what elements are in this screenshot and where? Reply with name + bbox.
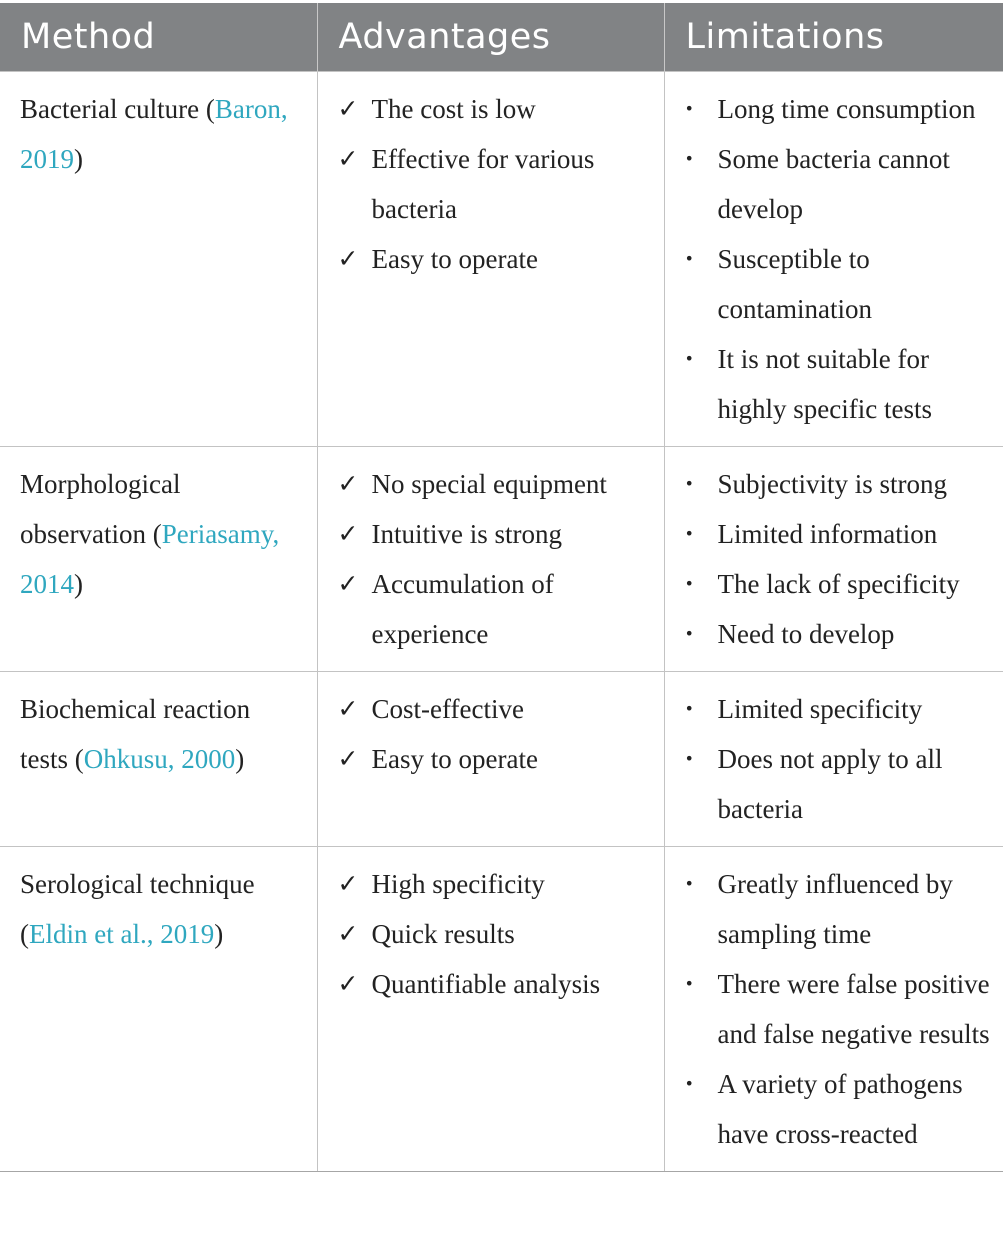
- limitation-item: • Subjectivity is strong: [685, 459, 992, 509]
- bullet-icon: •: [684, 1074, 694, 1093]
- bullet-icon: •: [684, 574, 694, 593]
- advantage-item: ✓ Accumulation of experience: [338, 559, 652, 659]
- limitations-cell: [664, 447, 1003, 672]
- advantage-item: ✓ Effective for various bacteria: [338, 134, 652, 234]
- limitation-item: • Susceptible to contamination: [685, 234, 992, 334]
- check-icon: ✓: [337, 519, 359, 548]
- citation-link[interactable]: Baron, 2019: [20, 94, 288, 174]
- advantage-item: ✓ Quick results: [338, 909, 652, 959]
- check-icon: ✓: [337, 744, 359, 773]
- advantages-cell: [317, 847, 664, 1172]
- method-cell: Morphological observation (Periasamy, 2014): [0, 447, 317, 672]
- advantage-item: ✓ Intuitive is strong: [338, 509, 652, 559]
- method-cell: Biochemical reaction tests (Ohkusu, 2000): [0, 672, 317, 847]
- advantages-cell: [317, 447, 664, 672]
- method-name: Bacterial culture: [20, 94, 200, 124]
- advantage-item: ✓ Cost-effective: [338, 684, 652, 734]
- bullet-icon: •: [684, 99, 694, 118]
- limitation-item: • Long time consumption: [685, 84, 992, 134]
- method-name: Biochemical reaction tests: [20, 694, 251, 774]
- check-icon: ✓: [337, 969, 359, 998]
- limitations-cell: [664, 672, 1003, 847]
- check-icon: ✓: [337, 919, 359, 948]
- advantage-item: ✓ Quantifiable analysis: [338, 959, 652, 1009]
- header-advantages: Advantages: [317, 3, 664, 72]
- method-name: Serological technique: [20, 869, 255, 899]
- bullet-icon: •: [684, 474, 694, 493]
- limitation-item: • Some bacteria cannot develop: [685, 134, 992, 234]
- bullet-icon: •: [684, 149, 694, 168]
- header-method: Method: [0, 3, 317, 72]
- citation-link[interactable]: Eldin et al., 2019: [29, 919, 215, 949]
- method-cell: Bacterial culture (Baron, 2019): [0, 72, 317, 447]
- bullet-icon: •: [684, 974, 694, 993]
- advantages-cell: [317, 672, 664, 847]
- bullet-icon: •: [684, 749, 694, 768]
- advantage-item: ✓ High specificity: [338, 859, 652, 909]
- limitation-item: • Limited information: [685, 509, 992, 559]
- table-row: [0, 447, 1003, 672]
- bullet-icon: •: [684, 699, 694, 718]
- bullet-icon: •: [684, 524, 694, 543]
- table-row: [0, 847, 1003, 1172]
- table-row: [0, 72, 1003, 447]
- methods-comparison-table: [0, 3, 1003, 1172]
- method-cell: Serological technique (Eldin et al., 2019): [0, 847, 317, 1172]
- bullet-icon: •: [684, 624, 694, 643]
- citation-link[interactable]: Periasamy, 2014: [20, 519, 280, 599]
- advantage-item: ✓ The cost is low: [338, 84, 652, 134]
- header-limitations: Limitations: [664, 3, 1003, 72]
- bullet-icon: •: [684, 874, 694, 893]
- bullet-icon: •: [684, 349, 694, 368]
- limitation-item: • Need to develop: [685, 609, 992, 659]
- check-icon: ✓: [337, 569, 359, 598]
- check-icon: ✓: [337, 94, 359, 123]
- header-row: [0, 3, 1003, 72]
- bullet-icon: •: [684, 249, 694, 268]
- limitation-item: • Limited specificity: [685, 684, 992, 734]
- limitation-item: • Greatly influenced by sampling time: [685, 859, 992, 959]
- check-icon: ✓: [337, 144, 359, 173]
- citation-link[interactable]: Ohkusu, 2000: [83, 744, 236, 774]
- method-name: Morphological observation: [20, 469, 181, 549]
- limitations-cell: [664, 847, 1003, 1172]
- limitation-item: • The lack of specificity: [685, 559, 992, 609]
- advantage-item: ✓ Easy to operate: [338, 734, 652, 784]
- table-row: [0, 672, 1003, 847]
- limitation-item: • Does not apply to all bacteria: [685, 734, 992, 834]
- limitation-item: • It is not suitable for highly specific tests: [685, 334, 992, 434]
- check-icon: ✓: [337, 869, 359, 898]
- limitations-cell: [664, 72, 1003, 447]
- advantages-cell: [317, 72, 664, 447]
- advantage-item: ✓ No special equipment: [338, 459, 652, 509]
- advantage-item: ✓ Easy to operate: [338, 234, 652, 284]
- check-icon: ✓: [337, 469, 359, 498]
- check-icon: ✓: [337, 244, 359, 273]
- limitation-item: • There were false positive and false negative results: [685, 959, 992, 1059]
- check-icon: ✓: [337, 694, 359, 723]
- limitation-item: • A variety of pathogens have cross-reacted: [685, 1059, 992, 1159]
